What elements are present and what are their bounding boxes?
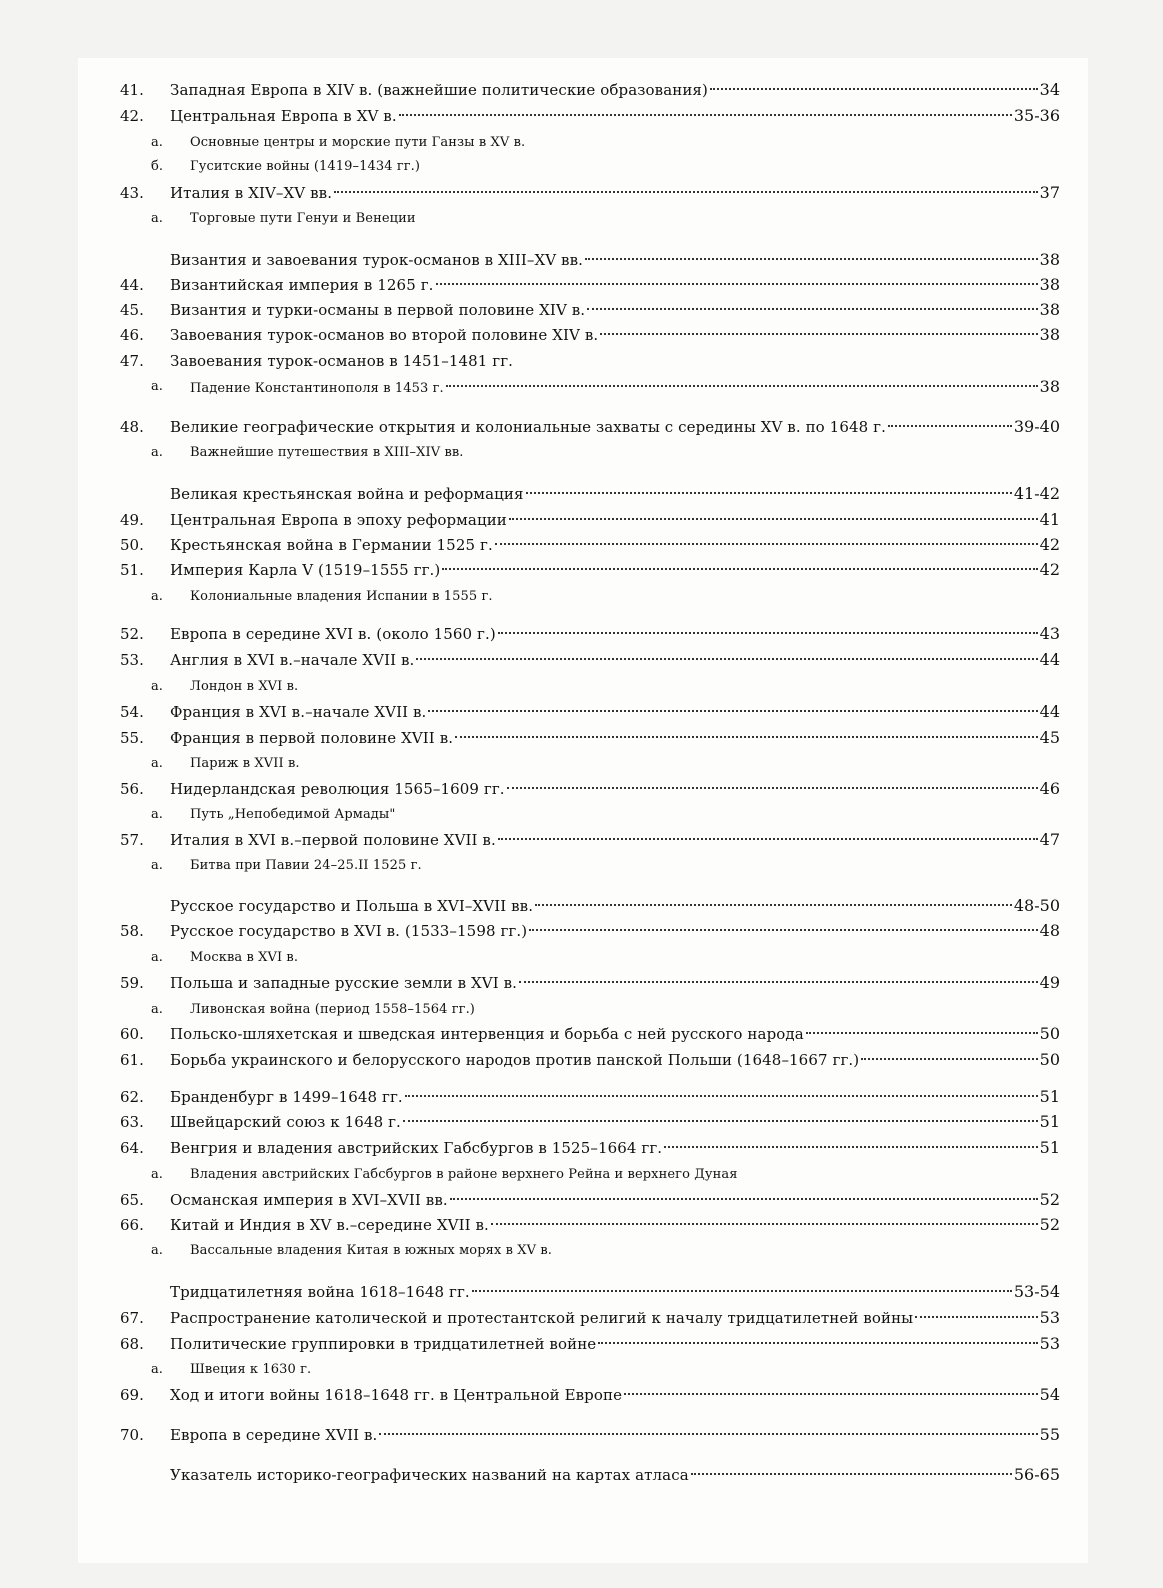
toc-entry-number: 47. <box>120 352 144 370</box>
toc-entry-body <box>170 726 1060 750</box>
toc-entry-item <box>78 349 1088 373</box>
toc-entry-subitem <box>78 854 1088 878</box>
toc-entry-body <box>170 323 1060 347</box>
toc-entry-number: 62. <box>120 1088 144 1106</box>
toc-entry-title: Тридцатилетняя война 1618–1648 гг. <box>170 1283 470 1301</box>
toc-entry-body <box>170 1332 1060 1356</box>
dot-leader <box>399 114 1012 116</box>
dot-leader <box>587 308 1037 310</box>
toc-entry-body <box>170 248 1060 272</box>
toc-entry-body <box>190 131 1060 155</box>
toc-entry-item <box>78 1423 1088 1447</box>
toc-entry-number: 56. <box>120 780 144 798</box>
toc-entry-title: Ливонская война (период 1558–1564 гг.) <box>190 1002 475 1017</box>
toc-entry-number: а. <box>151 589 163 604</box>
toc-entry-title: Борьба украинского и белорусского народов против панской Польши (1648–1667 гг.) <box>170 1051 860 1069</box>
table-of-contents <box>78 58 1088 1563</box>
toc-entry-body <box>170 415 1060 439</box>
toc-entry-body <box>170 1136 1060 1160</box>
toc-entry-page: 55 <box>1039 1425 1060 1444</box>
toc-entry-page: 52 <box>1039 1190 1060 1209</box>
toc-entry-number: 58. <box>120 922 144 940</box>
toc-entry-subitem <box>78 1239 1088 1263</box>
toc-entry-title: Битва при Павии 24–25.II 1525 г. <box>190 858 422 873</box>
dot-leader <box>455 736 1038 738</box>
toc-entry-title: Путь „Непобедимой Армады" <box>190 807 396 822</box>
dot-leader <box>806 1032 1038 1034</box>
toc-entry-body <box>170 1110 1060 1134</box>
dot-leader <box>334 191 1038 193</box>
toc-entry-subitem <box>78 375 1088 399</box>
toc-entry-body <box>170 971 1060 995</box>
toc-entry-title: Важнейшие путешествия в XIII–XIV вв. <box>190 445 464 460</box>
toc-entry-item <box>78 181 1088 205</box>
toc-entry-title: Гуситские войны (1419–1434 гг.) <box>190 159 421 174</box>
toc-entry-title: Крестьянская война в Германии 1525 г. <box>170 536 493 554</box>
toc-entry-number: а. <box>151 1002 163 1017</box>
toc-entry-title: Западная Европа в XIV в. (важнейшие политические образования) <box>170 81 708 99</box>
toc-entry-section <box>78 1280 1088 1304</box>
toc-entry-number: а. <box>151 445 163 460</box>
toc-entry-subitem <box>78 998 1088 1022</box>
toc-entry-item <box>78 971 1088 995</box>
toc-entry-page: 52 <box>1039 1215 1060 1234</box>
toc-entry-body <box>170 648 1060 672</box>
toc-entry-body <box>170 777 1060 801</box>
toc-entry-body <box>190 1358 1060 1382</box>
toc-entry-body <box>190 946 1060 970</box>
toc-entry-item <box>78 726 1088 750</box>
toc-entry-number: 64. <box>120 1139 144 1157</box>
toc-entry-body <box>170 894 1060 918</box>
toc-entry-body <box>170 1463 1060 1487</box>
toc-entry-title: Москва в XVI в. <box>190 950 299 965</box>
toc-entry-title: Нидерландская революция 1565–1609 гг. <box>170 780 505 798</box>
dot-leader <box>526 492 1012 494</box>
toc-entry-number: 46. <box>120 326 144 344</box>
toc-entry-page: 35-36 <box>1013 106 1060 125</box>
toc-entry-body <box>190 803 1060 827</box>
toc-entry-title: Китай и Индия в XV в.–середине XVII в. <box>170 1216 489 1234</box>
toc-entry-page: 49 <box>1039 973 1060 992</box>
toc-entry-number: 68. <box>120 1335 144 1353</box>
toc-entry-number: 54. <box>120 703 144 721</box>
toc-entry-number: 63. <box>120 1113 144 1131</box>
toc-entry-item <box>78 648 1088 672</box>
dot-leader <box>403 1120 1038 1122</box>
toc-entry-page: 54 <box>1039 1385 1060 1404</box>
toc-entry-page: 53 <box>1039 1308 1060 1327</box>
toc-entry-number: 55. <box>120 729 144 747</box>
toc-entry-body <box>190 155 1060 179</box>
toc-entry-body <box>170 622 1060 646</box>
toc-entry-body <box>190 375 1060 401</box>
toc-entry-body <box>170 273 1060 297</box>
dot-leader <box>519 981 1038 983</box>
toc-entry-body <box>170 349 1060 373</box>
toc-entry-title: Польша и западные русские земли в XVI в. <box>170 974 518 992</box>
toc-entry-body <box>190 752 1060 776</box>
toc-entry-item <box>78 1188 1088 1212</box>
toc-entry-title: Торговые пути Генуи и Венеции <box>190 211 416 226</box>
toc-entry-number: а. <box>151 679 163 694</box>
toc-entry-body <box>170 104 1060 128</box>
toc-entry-number: 50. <box>120 536 144 554</box>
toc-entry-number: а. <box>151 950 163 965</box>
dot-leader <box>495 543 1038 545</box>
dot-leader <box>600 333 1037 335</box>
toc-entry-item <box>78 104 1088 128</box>
toc-entry-item <box>78 298 1088 322</box>
toc-entry-item <box>78 919 1088 943</box>
toc-entry-title: Франция в первой половине XVII в. <box>170 729 454 747</box>
toc-entry-subitem <box>78 675 1088 699</box>
toc-entry-number: а. <box>151 1167 163 1182</box>
toc-entry-subitem <box>78 155 1088 179</box>
toc-entry-item <box>78 533 1088 557</box>
toc-entry-title: Великая крестьянская война и реформация <box>170 485 524 503</box>
toc-entry-number: 60. <box>120 1025 144 1043</box>
toc-entry-number: а. <box>151 1362 163 1377</box>
toc-entry-item <box>78 828 1088 852</box>
toc-entry-number: 70. <box>120 1426 144 1444</box>
toc-entry-subitem <box>78 207 1088 231</box>
toc-entry-subitem <box>78 1163 1088 1187</box>
toc-entry-page: 51 <box>1039 1087 1060 1106</box>
toc-entry-page: 37 <box>1039 183 1060 202</box>
toc-entry-number: 57. <box>120 831 144 849</box>
toc-entry-page: 41 <box>1039 510 1060 529</box>
toc-entry-page: 51 <box>1039 1112 1060 1131</box>
toc-entry-number: 43. <box>120 184 144 202</box>
dot-leader <box>535 904 1012 906</box>
toc-entry-body <box>170 700 1060 724</box>
dot-leader <box>428 710 1037 712</box>
toc-entry-title: Русское государство и Польша в XVI–XVII вв. <box>170 897 534 915</box>
toc-entry-item <box>78 700 1088 724</box>
toc-entry-body <box>190 854 1060 878</box>
toc-entry-number: а. <box>151 211 163 226</box>
toc-entry-title: Лондон в XVI в. <box>190 679 299 694</box>
toc-entry-number: 49. <box>120 511 144 529</box>
toc-entry-item <box>78 622 1088 646</box>
dot-leader <box>888 425 1012 427</box>
toc-entry-number: 42. <box>120 107 144 125</box>
toc-entry-title: Византия и завоевания турок-османов в XIII–XV вв. <box>170 251 584 269</box>
toc-entry-number: 48. <box>120 418 144 436</box>
toc-entry-item <box>78 1085 1088 1109</box>
toc-entry-number: 59. <box>120 974 144 992</box>
toc-entry-title: Венгрия и владения австрийских Габсбургов в 1525–1664 гг. <box>170 1139 663 1157</box>
toc-entry-title: Русское государство в XVI в. (1533–1598 гг.) <box>170 922 528 940</box>
toc-entry-number: 44. <box>120 276 144 294</box>
toc-entry-body <box>190 585 1060 609</box>
toc-entry-subitem <box>78 946 1088 970</box>
toc-entry-number: а. <box>151 756 163 771</box>
dot-leader <box>498 838 1038 840</box>
toc-entry-title: Владения австрийских Габсбургов в районе верхнего Рейна и верхнего Дуная <box>190 1167 738 1182</box>
toc-entry-page: 56-65 <box>1013 1465 1060 1484</box>
dot-leader <box>446 385 1038 387</box>
toc-entry-item <box>78 1306 1088 1330</box>
toc-entry-subitem <box>78 585 1088 609</box>
toc-entry-page: 38 <box>1039 250 1060 269</box>
toc-entry-item <box>78 1136 1088 1160</box>
toc-entry-page: 45 <box>1039 728 1060 747</box>
toc-entry-title: Основные центры и морские пути Ганзы в XV в. <box>190 135 526 150</box>
toc-entry-page: 39-40 <box>1013 417 1060 436</box>
toc-entry-body <box>170 1423 1060 1447</box>
toc-entry-section <box>78 482 1088 506</box>
toc-entry-number: б. <box>151 159 163 174</box>
toc-entry-page: 41-42 <box>1013 484 1060 503</box>
toc-entry-title: Завоевания турок-османов во второй половине XIV в. <box>170 326 599 344</box>
toc-entry-body <box>170 1383 1060 1407</box>
dot-leader <box>436 283 1038 285</box>
toc-entry-item <box>78 273 1088 297</box>
dot-leader <box>507 787 1038 789</box>
toc-entry-title: Колониальные владения Испании в 1555 г. <box>190 589 493 604</box>
toc-entry-body <box>170 1048 1060 1072</box>
dot-leader <box>491 1223 1038 1225</box>
toc-entry-title: Италия в XVI в.–первой половине XVII в. <box>170 831 496 849</box>
dot-leader <box>664 1146 1037 1148</box>
toc-entry-body <box>190 998 1060 1022</box>
toc-entry-item <box>78 415 1088 439</box>
toc-entry-page: 38 <box>1039 275 1060 294</box>
toc-entry-body <box>170 1280 1060 1304</box>
toc-entry-number: 65. <box>120 1191 144 1209</box>
toc-entry-page: 44 <box>1039 702 1060 721</box>
toc-entry-body <box>170 919 1060 943</box>
toc-entry-number: 41. <box>120 81 144 99</box>
dot-leader <box>710 88 1038 90</box>
toc-entry-page: 48-50 <box>1013 896 1060 915</box>
dot-leader <box>598 1342 1037 1344</box>
toc-entry-title: Англия в XVI в.–начале XVII в. <box>170 651 415 669</box>
toc-entry-body <box>170 1306 1060 1330</box>
toc-entry-number: а. <box>151 1243 163 1258</box>
toc-entry-page: 38 <box>1039 377 1060 396</box>
toc-entry-title: Центральная Европа в эпоху реформации <box>170 511 507 529</box>
toc-entry-title: Османская империя в XVI–XVII вв. <box>170 1191 448 1209</box>
dot-leader <box>498 632 1038 634</box>
toc-entry-title: Завоевания турок-османов в 1451–1481 гг. <box>170 352 514 370</box>
toc-entry-number: 67. <box>120 1309 144 1327</box>
dot-leader <box>472 1290 1012 1292</box>
toc-entry-title: Европа в середине XVII в. <box>170 1426 378 1444</box>
toc-entry-body <box>170 78 1060 102</box>
toc-entry-item <box>78 78 1088 102</box>
dot-leader <box>405 1095 1038 1097</box>
toc-entry-body <box>170 558 1060 582</box>
toc-entry-page: 51 <box>1039 1138 1060 1157</box>
toc-entry-title: Швеция к 1630 г. <box>190 1362 312 1377</box>
toc-entry-body <box>170 1022 1060 1046</box>
toc-entry-number: а. <box>151 858 163 873</box>
toc-entry-page: 48 <box>1039 921 1060 940</box>
toc-entry-page: 42 <box>1039 535 1060 554</box>
toc-entry-body <box>190 207 1060 231</box>
toc-entry-body <box>170 181 1060 205</box>
toc-entry-number: 51. <box>120 561 144 579</box>
toc-entry-section <box>78 248 1088 272</box>
toc-entry-title: Польско-шляхетская и шведская интервенция и борьба с ней русского народа <box>170 1025 804 1043</box>
toc-entry-number: 69. <box>120 1386 144 1404</box>
dot-leader <box>624 1393 1038 1395</box>
toc-entry-title: Италия в XIV–XV вв. <box>170 184 333 202</box>
dot-leader <box>416 658 1037 660</box>
toc-entry-body <box>170 533 1060 557</box>
toc-entry-item <box>78 558 1088 582</box>
toc-entry-page: 53 <box>1039 1334 1060 1353</box>
toc-entry-body <box>170 482 1060 506</box>
toc-entry-number: 61. <box>120 1051 144 1069</box>
dot-leader <box>379 1433 1037 1435</box>
toc-entry-title: Париж в XVII в. <box>190 756 300 771</box>
toc-entry-title: Падение Константинополя в 1453 г. <box>190 381 444 396</box>
toc-entry-title: Великие географические открытия и колониальные захваты с середины XV в. по 1648 г. <box>170 418 886 436</box>
toc-entry-page: 47 <box>1039 830 1060 849</box>
toc-entry-item <box>78 1213 1088 1237</box>
toc-entry-title: Политические группировки в тридцатилетней войне <box>170 1335 597 1353</box>
toc-entry-body <box>190 441 1060 465</box>
dot-leader <box>585 258 1038 260</box>
toc-entry-title: Центральная Европа в XV в. <box>170 107 397 125</box>
toc-entry-body <box>170 1188 1060 1212</box>
toc-entry-item <box>78 508 1088 532</box>
toc-entry-body <box>170 508 1060 532</box>
toc-entry-section <box>78 1463 1088 1487</box>
toc-entry-title: Указатель историко-географических названий на картах атласа <box>170 1466 689 1484</box>
toc-entry-body <box>190 1239 1060 1263</box>
toc-entry-number: 45. <box>120 301 144 319</box>
toc-entry-number: 66. <box>120 1216 144 1234</box>
toc-entry-item <box>78 1022 1088 1046</box>
toc-entry-item <box>78 1332 1088 1356</box>
toc-entry-page: 42 <box>1039 560 1060 579</box>
toc-entry-page: 38 <box>1039 300 1060 319</box>
dot-leader <box>691 1473 1012 1475</box>
toc-entry-page: 44 <box>1039 650 1060 669</box>
toc-entry-title: Распространение католической и протестантской религий к началу тридцатилетней войны <box>170 1309 914 1327</box>
dot-leader <box>509 518 1038 520</box>
dot-leader <box>529 929 1037 931</box>
toc-entry-page: 43 <box>1039 624 1060 643</box>
toc-entry-subitem <box>78 131 1088 155</box>
toc-entry-title: Франция в XVI в.–начале XVII в. <box>170 703 427 721</box>
toc-entry-body <box>170 1085 1060 1109</box>
toc-entry-title: Империя Карла V (1519–1555 гг.) <box>170 561 441 579</box>
toc-entry-subitem <box>78 441 1088 465</box>
toc-entry-subitem <box>78 752 1088 776</box>
dot-leader <box>915 1316 1037 1318</box>
dot-leader <box>442 568 1037 570</box>
toc-entry-page: 34 <box>1039 80 1060 99</box>
toc-entry-title: Бранденбург в 1499–1648 гг. <box>170 1088 403 1106</box>
toc-entry-page: 50 <box>1039 1050 1060 1069</box>
toc-entry-item <box>78 1048 1088 1072</box>
toc-entry-title: Вассальные владения Китая в южных морях в XV в. <box>190 1243 552 1258</box>
document-page <box>78 58 1088 1563</box>
dot-leader <box>861 1058 1037 1060</box>
toc-entry-title: Византия и турки-османы в первой половине XIV в. <box>170 301 586 319</box>
toc-entry-title: Византийская империя в 1265 г. <box>170 276 434 294</box>
toc-entry-page: 53-54 <box>1013 1282 1060 1301</box>
toc-entry-item <box>78 777 1088 801</box>
toc-entry-title: Ход и итоги войны 1618–1648 гг. в Центральной Европе <box>170 1386 623 1404</box>
toc-entry-number: а. <box>151 807 163 822</box>
toc-entry-title: Швейцарский союз к 1648 г. <box>170 1113 401 1131</box>
toc-entry-title: Европа в середине XVI в. (около 1560 г.) <box>170 625 496 643</box>
toc-entry-subitem <box>78 1358 1088 1382</box>
toc-entry-section <box>78 894 1088 918</box>
toc-entry-number: 53. <box>120 651 144 669</box>
toc-entry-number: а. <box>151 135 163 150</box>
toc-entry-subitem <box>78 803 1088 827</box>
toc-entry-item <box>78 323 1088 347</box>
toc-entry-item <box>78 1383 1088 1407</box>
toc-entry-body <box>170 828 1060 852</box>
toc-entry-number: 52. <box>120 625 144 643</box>
toc-entry-body <box>190 1163 1060 1187</box>
toc-entry-body <box>170 1213 1060 1237</box>
toc-entry-page: 46 <box>1039 779 1060 798</box>
toc-entry-page: 50 <box>1039 1024 1060 1043</box>
toc-entry-page: 38 <box>1039 325 1060 344</box>
toc-entry-number: а. <box>151 379 163 394</box>
toc-entry-body <box>170 298 1060 322</box>
dot-leader <box>450 1198 1038 1200</box>
toc-entry-item <box>78 1110 1088 1134</box>
toc-entry-body <box>190 675 1060 699</box>
